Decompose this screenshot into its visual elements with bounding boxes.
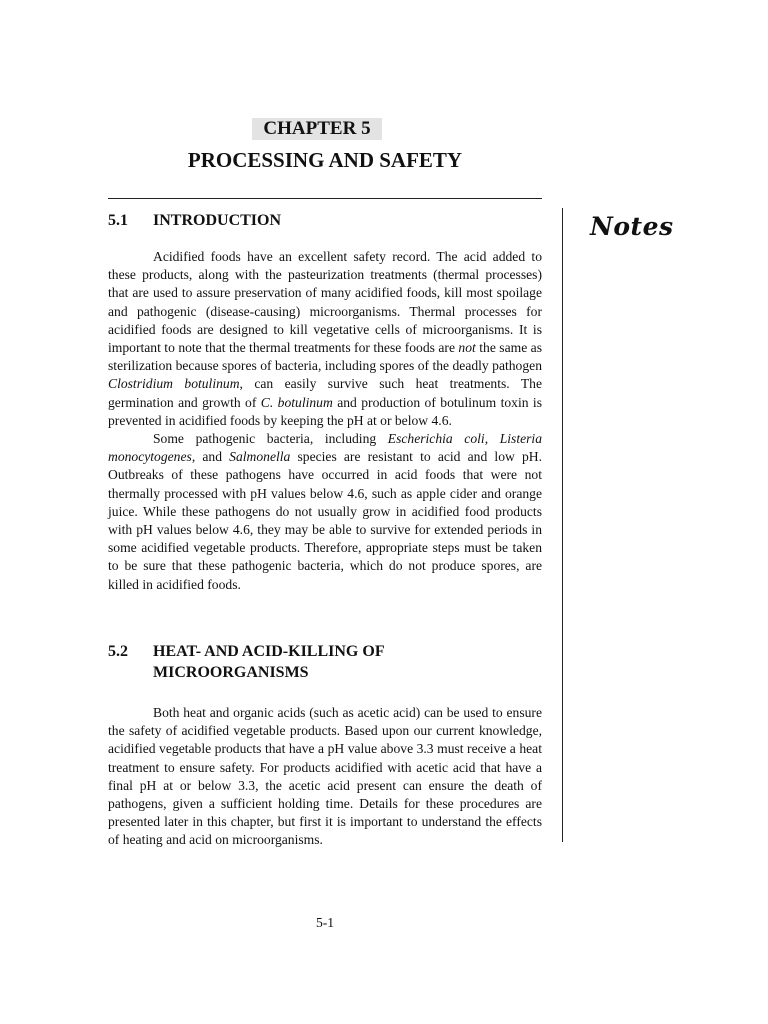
paragraph: Both heat and organic acids (such as acetic acid) can be used to ensure the safety of acidified vegetable products. Based upon our current knowledge, acidified vegetable products that have a pH value above 3.3 must receive a heat treatment to ensure safety. For products acidified with acetic acid that have a final pH at or below 3.3, the acetic acid present can ensure the death of pathogens, given a sufficient holding time. Details for these procedures are presented later in this chapter, but first it is important to understand the effects of heating and acid on microorganisms. bbox=[108, 705, 542, 848]
species-name: Salmonella bbox=[229, 449, 291, 465]
text-run: species are resistant to acid and low pH. Outbreaks of these pathogens have occurred in acid foods that were not thermally processed with pH values below 4.6, such as apple cider and orange juice. While these pathogens do not usually grow in acidified food products with pH values below 4.6, they may be able to survive for extended periods in some acidified vegetable products. Therefore, appropriate steps must be taken to be sure that these pathogenic bacteria, which do not produce spores, are killed in acidified foods. bbox=[108, 449, 542, 592]
section-title: HEAT- AND ACID-KILLING OF MICROORGANISMS bbox=[153, 643, 384, 681]
section-number: 5.2 bbox=[108, 643, 128, 660]
text-run: , can easily survive such heat treatments. The germination and growth of bbox=[108, 376, 542, 410]
notes-label: Notes bbox=[590, 212, 674, 241]
chapter-label: CHAPTER 5 bbox=[252, 118, 382, 140]
text-run: Some pathogenic bacteria, including bbox=[153, 431, 388, 447]
text-run: the same as sterilization because spores of bacteria, including spores of the deadly pathogen bbox=[108, 340, 542, 374]
species-name: Escherichia coli, Listeria monocytogenes bbox=[108, 431, 542, 465]
paragraph bbox=[108, 248, 542, 430]
header-rule bbox=[108, 198, 542, 199]
text-run: Acidified foods have an excellent safety record. The acid added to these products, along with the pasteurization treatments (thermal processes) that are used to assure preservation of many acidified foods, kill most spoilage and pathogenic (disease-causing) microorganisms. Thermal processes for acidified foods are designed to kill vegetative cells of microorganisms. It is important to note that the thermal treatments for these foods are bbox=[108, 249, 542, 356]
section-body-5-2 bbox=[108, 704, 542, 850]
section-heading-5-2 bbox=[108, 641, 548, 683]
page-number: 5-1 bbox=[315, 915, 335, 930]
species-name: Clostridium botulinum bbox=[108, 376, 240, 392]
margin-divider bbox=[562, 208, 563, 842]
species-name: C. botulinum bbox=[260, 394, 333, 410]
text-run: and production of botulinum toxin is prevented in acidified foods by keeping the pH at or below 4.6. bbox=[108, 394, 542, 428]
section-title: INTRODUCTION bbox=[153, 212, 282, 229]
section-number: 5.1 bbox=[108, 212, 128, 229]
emphasis: not bbox=[458, 340, 476, 356]
chapter-title: PROCESSING AND SAFETY bbox=[187, 148, 463, 172]
section-heading-5-1 bbox=[108, 210, 548, 231]
paragraph bbox=[108, 430, 542, 594]
text-run: , and bbox=[191, 449, 230, 465]
section-body-5-1 bbox=[108, 248, 542, 594]
